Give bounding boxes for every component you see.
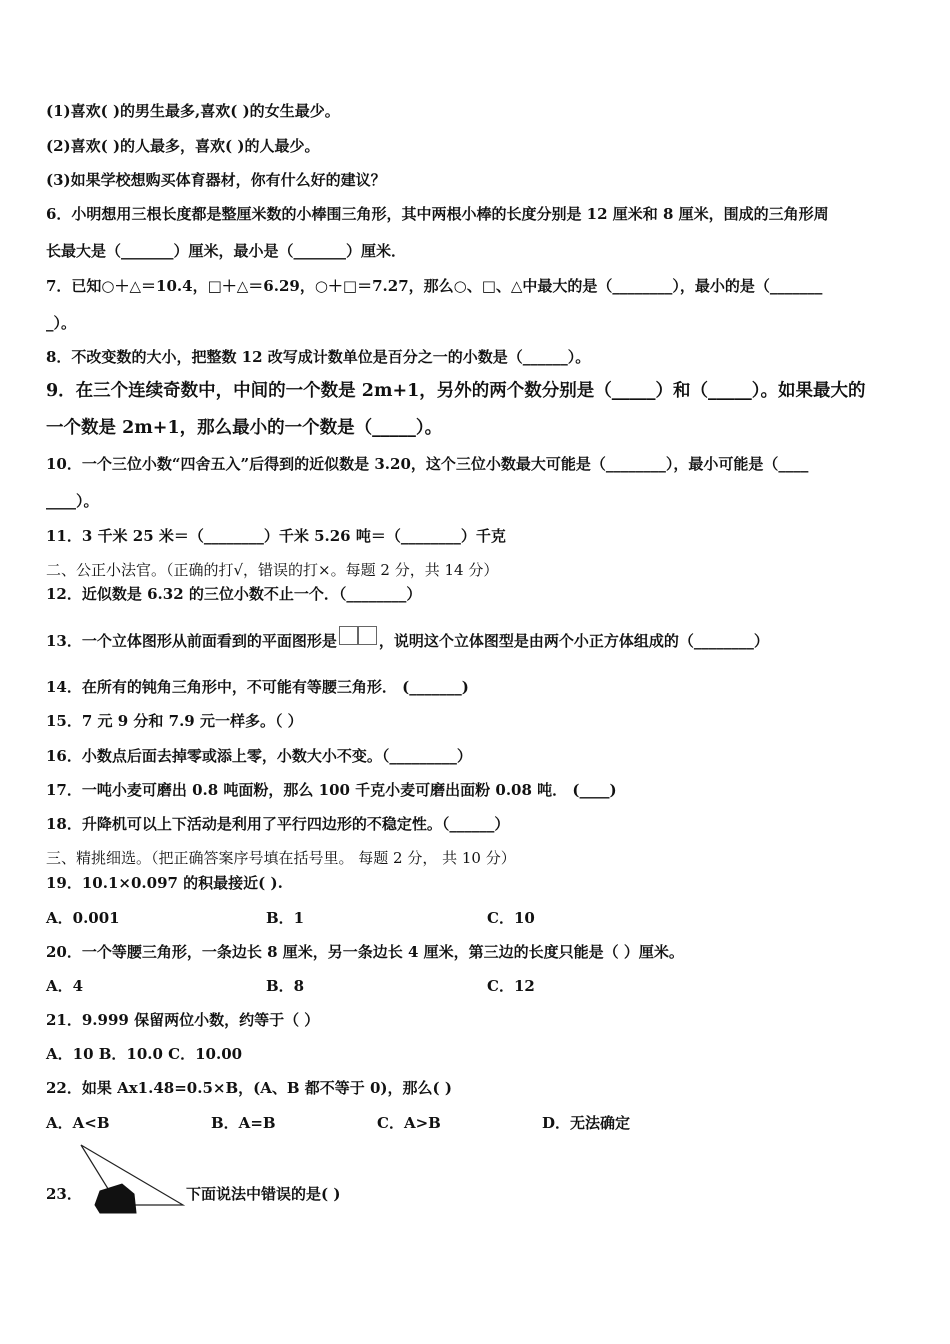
q20-option-c: C．12 (487, 977, 535, 995)
section-3-heading: 三、精挑细选。（把正确答案序号填在括号里。 每题 2 分， 共 10 分） (46, 849, 516, 867)
question-23-number: 23． (46, 1185, 82, 1203)
question-6-line-1: 6．小明想用三根长度都是整厘米数的小棒围三角形，其中两根小棒的长度分别是 12 厘米和 8 厘米，围成的三角形周 (46, 205, 829, 223)
question-17: 17．一吨小麦可磨出 0.8 吨面粉，那么 100 千克小麦可磨出面粉 0.08 吨． (____) (46, 781, 617, 799)
question-23-text: 下面说法中错误的是( ) (186, 1185, 341, 1203)
question-13-text-b: ，说明这个立体图型是由两个小正方体组成的（________） (378, 632, 769, 650)
question-22: 22．如果 Ax1.48=0.5×B，(A、B 都不等于 0)，那么( ) (46, 1079, 452, 1097)
question-8: 8．不改变数的大小，把整数 12 改写成计数单位是百分之一的小数是（______）。 (46, 348, 591, 366)
question-18: 18．升降机可以上下活动是利用了平行四边形的不稳定性。（______） (46, 815, 510, 833)
question-5-sub-1: (1)喜欢( )的男生最多,喜欢( )的女生最少。 (46, 102, 340, 120)
q19-option-a: A．0.001 (46, 909, 120, 927)
q20-option-b: B．8 (266, 977, 305, 995)
two-square-front-view (339, 626, 377, 646)
question-11: 11．3 千米 25 米＝（________）千米 5.26 吨＝（________）千克 (46, 527, 506, 545)
question-5-sub-2: (2)喜欢( )的人最多，喜欢( )的人最少。 (46, 137, 320, 155)
question-6-line-2: 长最大是（_______）厘米，最小是（_______）厘米． (46, 242, 407, 260)
question-13-text-a: 13．一个立体图形从前面看到的平面图形是 (46, 632, 337, 650)
question-20: 20．一个等腰三角形，一条边长 8 厘米，另一条边长 4 厘米，第三边的长度只能是（ ）厘米。 (46, 943, 684, 961)
section-2-heading: 二、公正小法官。（正确的打√，错误的打×。每题 2 分，共 14 分） (46, 561, 499, 579)
q20-option-a: A．4 (46, 977, 84, 995)
question-7-line-2: _）。 (46, 314, 77, 332)
q22-option-d: D．无法确定 (542, 1114, 631, 1132)
question-13 (46, 631, 769, 652)
question-21: 21．9.999 保留两位小数，约等于（ ） (46, 1011, 320, 1029)
q22-option-a: A．A<B (46, 1114, 110, 1132)
question-10-line-1: 10．一个三位小数“四舍五入”后得到的近似数是 3.20，这个三位小数最大可能是（________），最小可能是（____ (46, 455, 809, 473)
question-9-line-1: 9．在三个连续奇数中，中间的一个数是 2m+1，另外的两个数分别是（_____）和（_____）。如果最大的 (46, 381, 866, 401)
question-12: 12．近似数是 6.32 的三位小数不止一个．（________） (46, 585, 422, 603)
q22-option-b: B．A=B (211, 1114, 276, 1132)
triangle-figure (78, 1143, 188, 1218)
question-5-sub-3: (3)如果学校想购买体育器材，你有什么好的建议？ (46, 171, 386, 189)
question-19: 19．10.1×0.097 的积最接近( ). (46, 874, 283, 892)
question-9-line-2: 一个数是 2m+1，那么最小的一个数是（_____）。 (46, 418, 443, 438)
question-10-line-2: ____）。 (46, 492, 99, 510)
q21-options: A．10 B．10.0 C．10.00 (46, 1045, 243, 1063)
question-15: 15．7 元 9 分和 7.9 元一样多。（ ） (46, 712, 303, 730)
q19-option-b: B．1 (266, 909, 305, 927)
question-7-line-1: 7．已知○＋△＝10.4，□＋△＝6.29，○＋□＝7.27，那么○、□、△中最大的是（________），最小的是（_______ (46, 277, 823, 295)
question-14: 14．在所有的钝角三角形中，不可能有等腰三角形． (_______) (46, 678, 469, 696)
q19-option-c: C．10 (487, 909, 535, 927)
q22-option-c: C．A>B (377, 1114, 441, 1132)
question-16: 16．小数点后面去掉零或添上零，小数大小不变。（_________） (46, 747, 472, 765)
